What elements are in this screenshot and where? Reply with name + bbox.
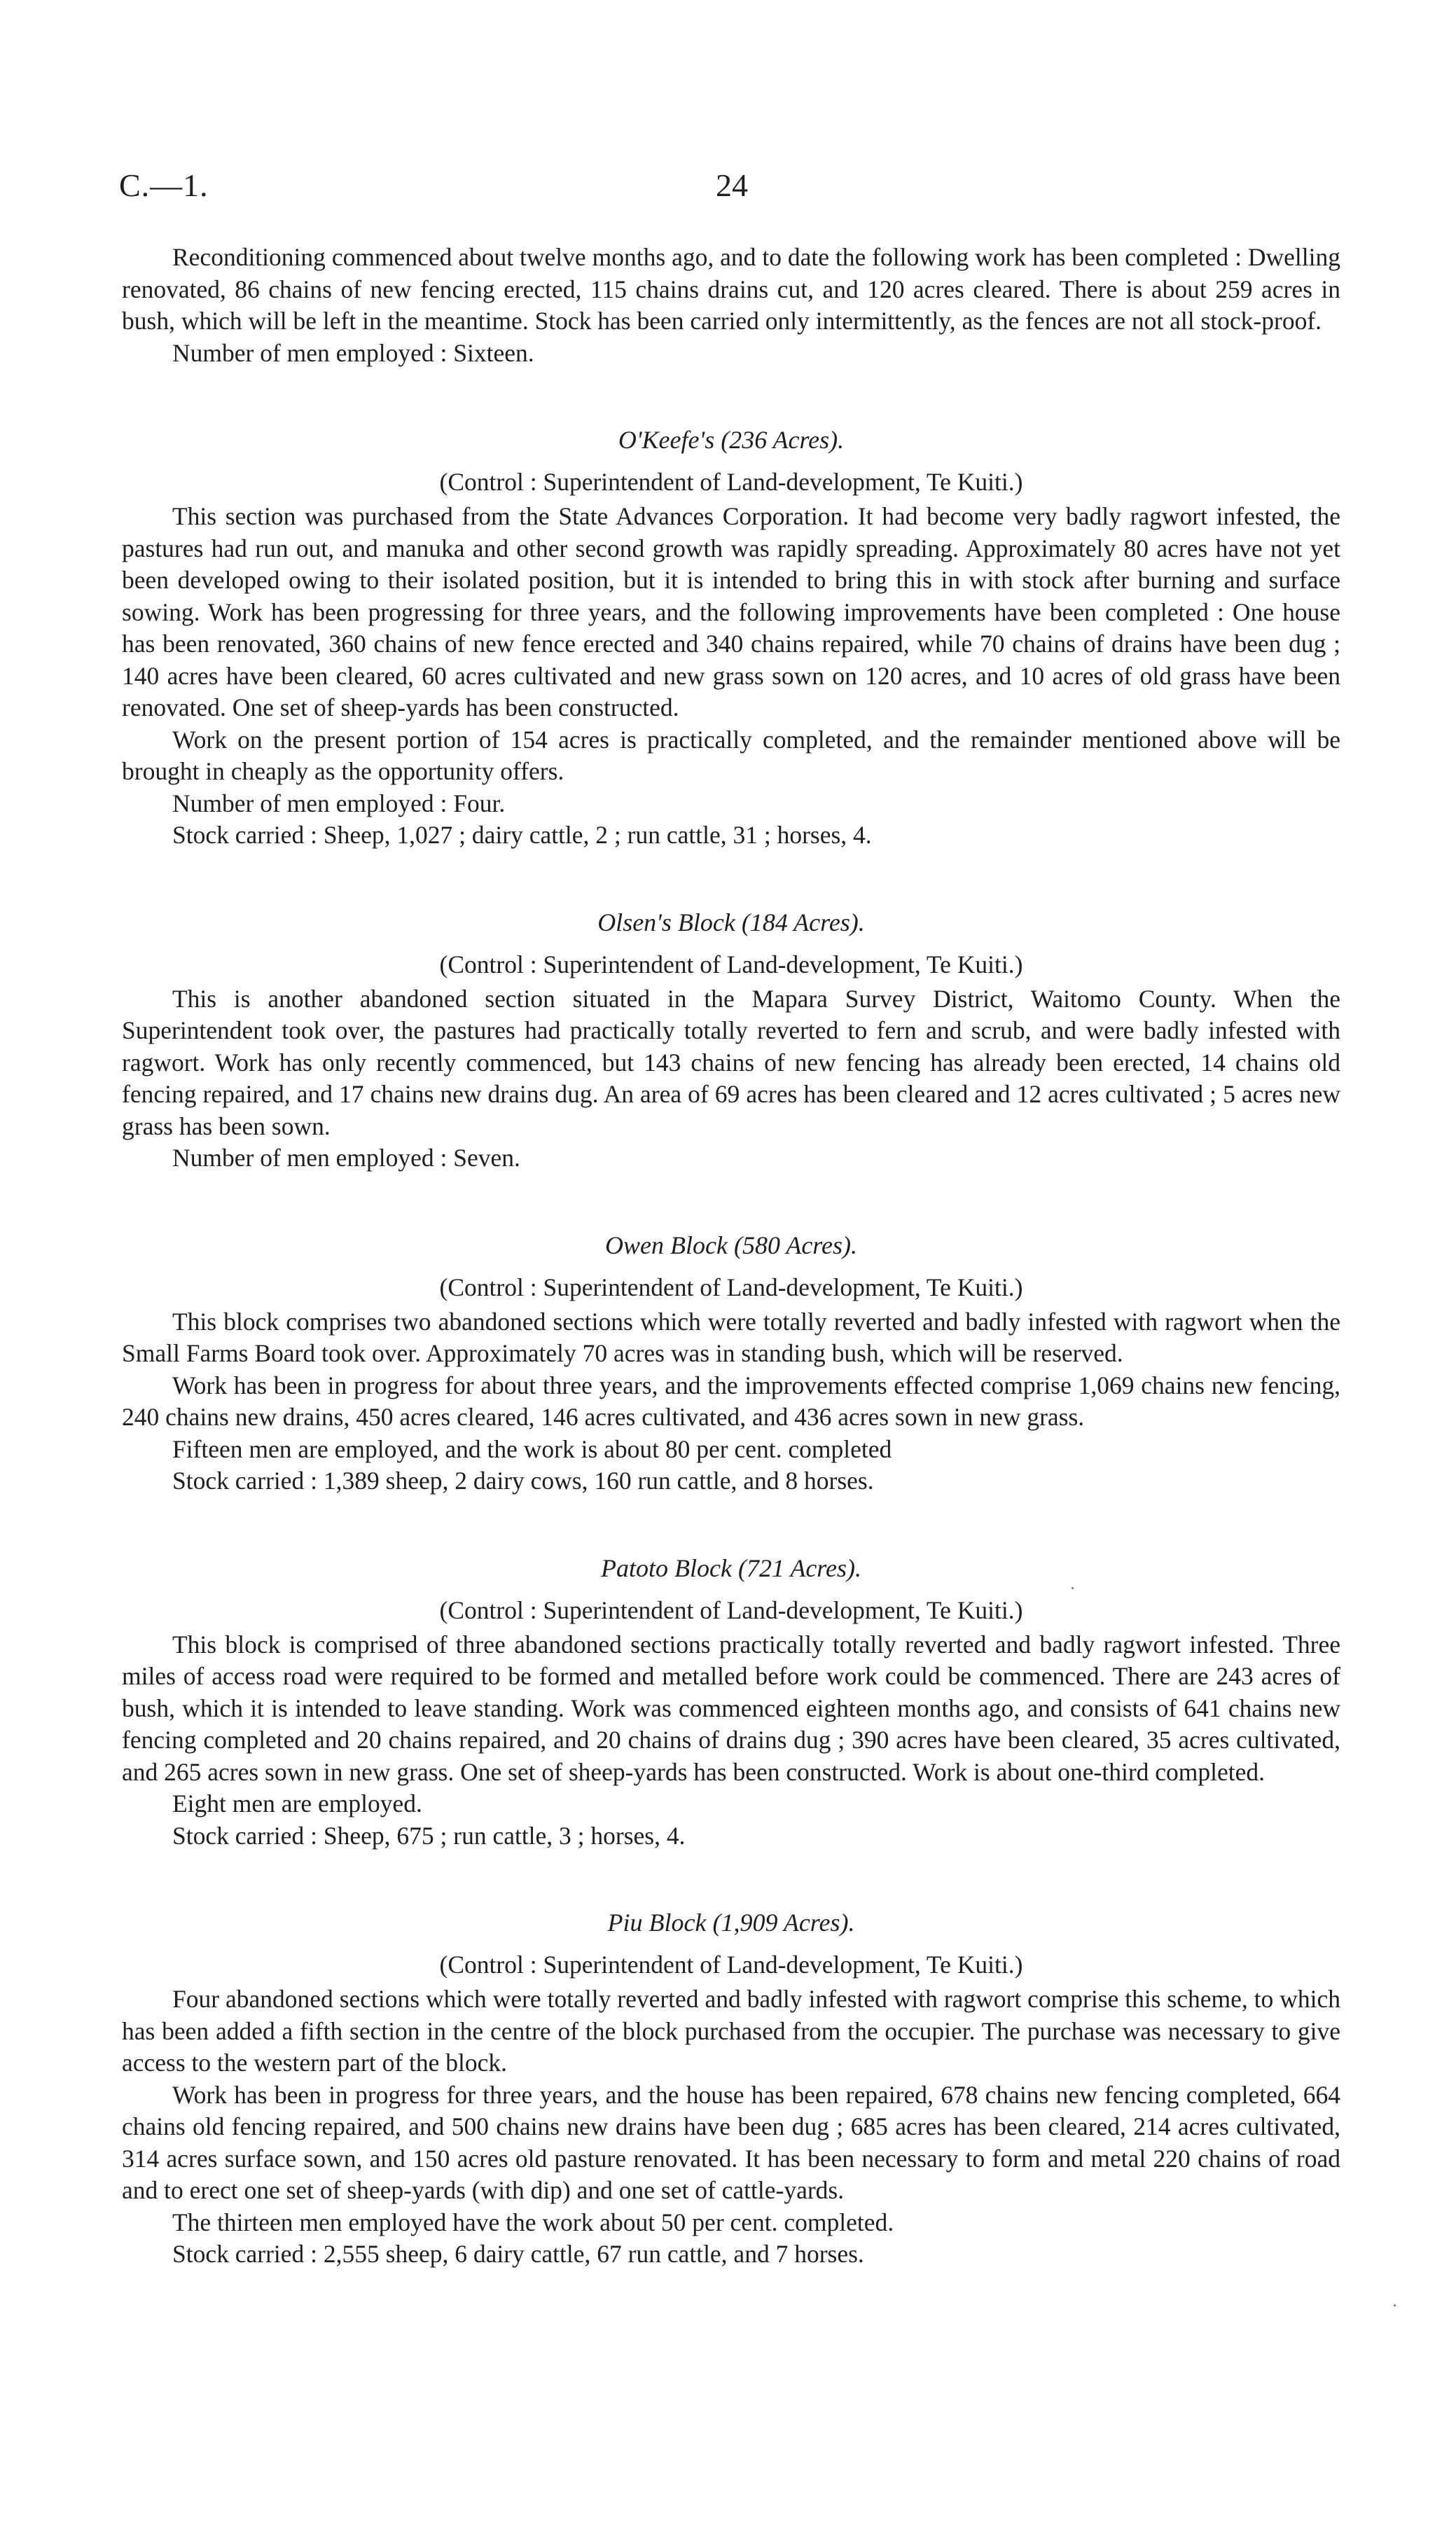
intro-section [122, 242, 1340, 369]
section-heading: Piu Block (1,909 Acres). [607, 1909, 855, 1937]
men-employed-line: Number of men employed : Sixteen. [172, 338, 534, 367]
paragraph: Work has been in progress for about three years, and the improvements effected comprise 1,069 chains new fencing, 240 chains new drains, 450 acres cleared, 146 acres cultivated, and 436 acres sown in new grass. [122, 1371, 1340, 1431]
paragraph: This block comprises two abandoned sections which were totally reverted and badly infested with ragwort when the Small Farms Board took over. Approximately 70 acres was in standing bush, which will be reserved. [122, 1307, 1340, 1367]
report-reference: C.—1. [119, 167, 209, 203]
section-heading: Owen Block (580 Acres). [605, 1231, 857, 1259]
section-heading: Olsen's Block (184 Acres). [597, 908, 865, 936]
section-heading: Patoto Block (721 Acres). [601, 1553, 861, 1582]
section-heading: O'Keefe's (236 Acres). [618, 426, 845, 454]
paragraph: Reconditioning commenced about twelve months ago, and to date the following work has been completed : Dwelling renovated, 86 chains of new fencing erected, 115 chains drains cut, and 120 acres cleared. There is about 259 acres in bush, which will be left in the meantime. Stock has been carried only intermittently, as the fences are not all stock-proof. [122, 243, 1340, 335]
running-head [119, 167, 1345, 216]
paragraph: Work on the present portion of 154 acres is practically completed, and the remainder mentioned above will be brought in cheaply as the opportunity offers. [122, 725, 1340, 785]
page-number: 24 [716, 167, 748, 203]
stock-carried-line: Stock carried : 1,389 sheep, 2 dairy cows, 160 run cattle, and 8 horses. [172, 1467, 874, 1495]
men-employed-line: Eight men are employed. [172, 1789, 422, 1817]
men-employed-line: The thirteen men employed have the work about 50 per cent. completed. [172, 2208, 894, 2236]
paragraph: This block is comprised of three abandoned sections practically totally reverted and badly ragwort infested. Three miles of access road were required to be formed and metalled before work could be commenced. There are 243 acres of bush, which it is intended to leave standing. Work was commenced eighteen months ago, and consists of 641 chains new fencing completed and 20 chains repaired, and 20 chains of drains dug ; 390 acres have been cleared, 35 acres cultivated, and 265 acres sown in new grass. One set of sheep-yards has been constructed. Work is about one-third completed. [122, 1630, 1340, 1786]
paragraph: This section was purchased from the State Advances Corporation. It had become very badly ragwort infested, the pastures had run out, and manuka and other second growth was rapidly spreading. Approximately 80 acres have not yet been developed owing to their isolated position, but it is intended to bring this in with stock after burning and surface sowing. Work has been progressing for three years, and the following improvements have been completed : One house has been renovated, 360 chains of new fence erected and 340 chains repaired, while 70 chains of drains have been dug ; 140 acres have been cleared, 60 acres cultivated and new grass sown on 120 acres, and 10 acres of old grass have been renovated. One set of sheep-yards has been constructed. [122, 502, 1340, 721]
men-employed-line: Fifteen men are employed, and the work is about 80 per cent. completed [172, 1434, 892, 1463]
paragraph: Work has been in progress for three years, and the house has been repaired, 678 chains new fencing completed, 664 chains old fencing repaired, and 500 chains new drains have been dug ; 685 acres has been cleared, 214 acres cultivated, 314 acres surface sown, and 150 acres old pasture renovated. It has been necessary to form and metal 220 chains of road and to erect one set of sheep-yards (with dip) and one set of cattle-yards. [122, 2080, 1340, 2204]
body-text [122, 242, 1340, 2271]
section-patoto-block [122, 1552, 1340, 1853]
section-piu-block [122, 1906, 1340, 2271]
scan-speck [1072, 1587, 1074, 1589]
section-olsens-block [122, 906, 1340, 1175]
control-line: (Control : Superintendent of Land-development, Te Kuiti.) [439, 950, 1023, 978]
paragraph: Four abandoned sections which were totally reverted and badly infested with ragwort comprise this scheme, to which has been added a fifth section in the centre of the block purchased from the occupier. The purchase was necessary to give access to the western part of the block. [122, 1985, 1340, 2077]
stock-carried-line: Stock carried : Sheep, 1,027 ; dairy cattle, 2 ; run cattle, 31 ; horses, 4. [172, 821, 872, 849]
men-employed-line: Number of men employed : Four. [172, 789, 506, 817]
section-okeefes [122, 424, 1340, 852]
stock-carried-line: Stock carried : 2,555 sheep, 6 dairy cattle, 67 run cattle, and 7 horses. [172, 2240, 864, 2268]
men-employed-line: Number of men employed : Seven. [172, 1144, 520, 1172]
section-owen-block [122, 1229, 1340, 1497]
control-line: (Control : Superintendent of Land-development, Te Kuiti.) [439, 1273, 1023, 1301]
control-line: (Control : Superintendent of Land-development, Te Kuiti.) [439, 468, 1023, 496]
paragraph: This is another abandoned section situated in the Mapara Survey District, Waitomo County. When the Superintendent took over, the pastures had practically totally reverted to fern and scrub, and were badly infested with ragwort. Work has only recently commenced, but 143 chains of new fencing has already been erected, 14 chains old fencing repaired, and 17 chains new drains dug. An area of 69 acres has been cleared and 12 acres cultivated ; 5 acres new grass has been sown. [122, 984, 1340, 1140]
control-line: (Control : Superintendent of Land-development, Te Kuiti.) [439, 1595, 1023, 1624]
control-line: (Control : Superintendent of Land-development, Te Kuiti.) [439, 1951, 1023, 1979]
scan-speck [1394, 2304, 1396, 2306]
stock-carried-line: Stock carried : Sheep, 675 ; run cattle, 3 ; horses, 4. [172, 1821, 686, 1850]
